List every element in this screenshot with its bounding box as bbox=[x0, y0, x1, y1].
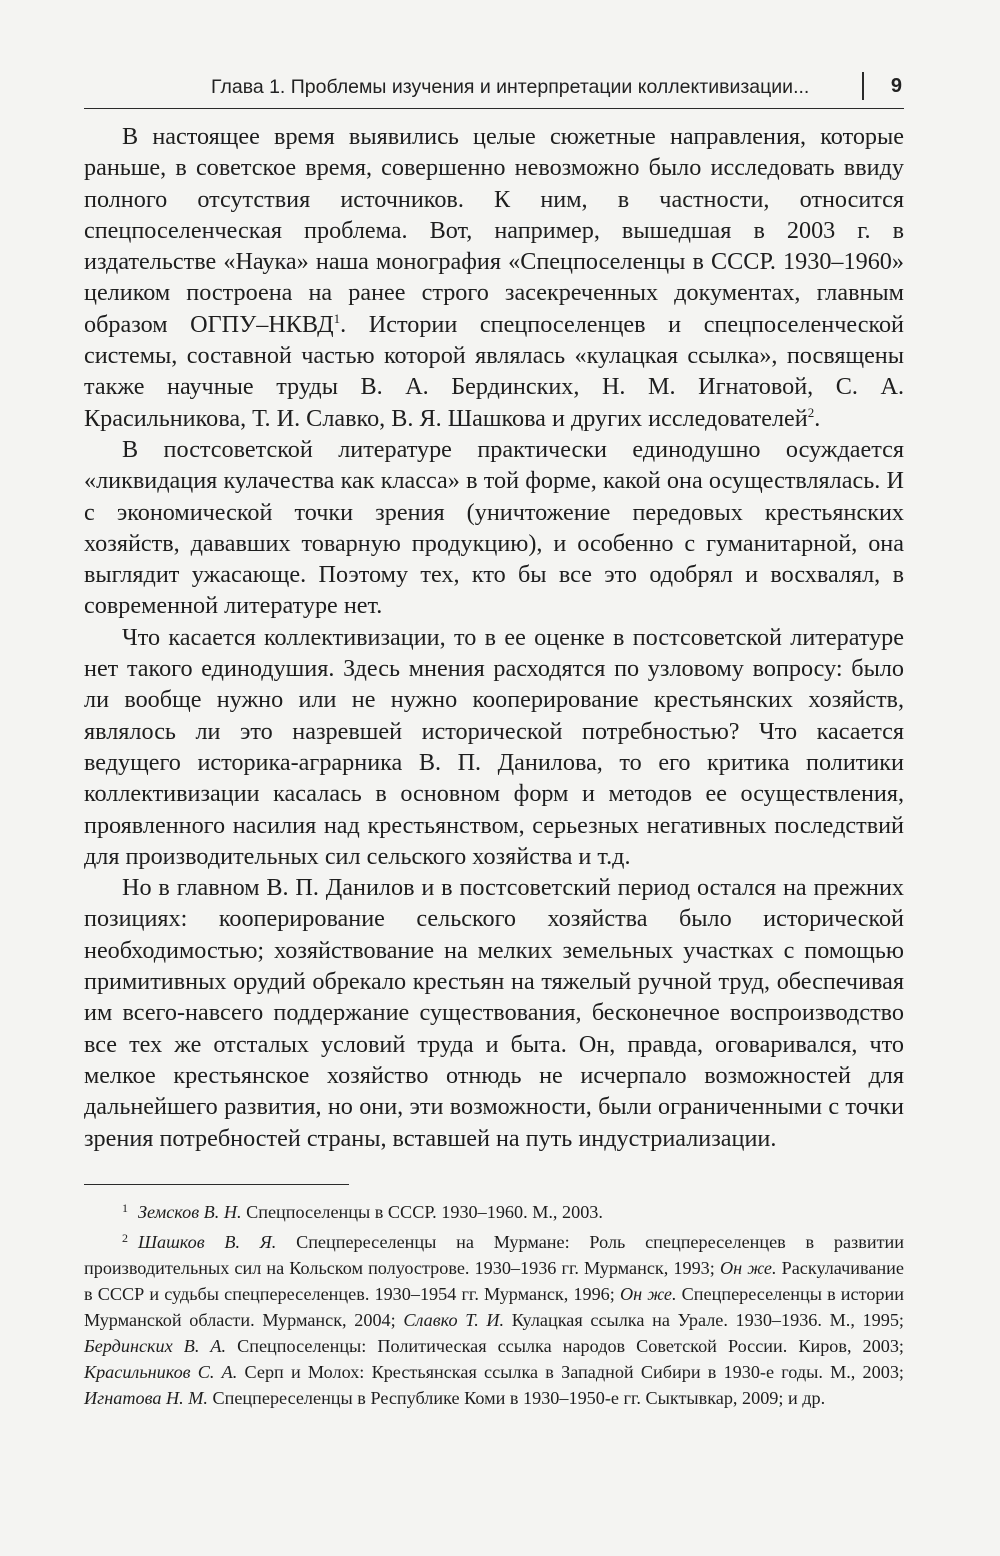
header-separator bbox=[862, 72, 864, 100]
footnote-2-author-7: Игнатова Н. М. bbox=[84, 1387, 208, 1408]
footnote-2-text-1: Спецпереселенцы на Мурмане: Роль спецпереселенцев в развитии производительных сил на Кольском полуострове. 1930–1936 гг. Мурманск, 1993; bbox=[84, 1231, 904, 1278]
footnote-2 bbox=[84, 1229, 904, 1411]
paragraph-2: В постсоветской литературе практически единодушно осуждается «ликвидация кулачества как класса» в той форме, какой она осуществлялась. И с экономической точки зрения (уничтожение передовых крестьянских хозяйств, дававших товарную продукцию), и особенно с гуманитарной, она выглядит ужасающе. Поэтому тех, кто бы все это одобрял и восхвалял, в современной литературе нет. bbox=[84, 435, 904, 620]
footnote-1-text: Спецпоселенцы в СССР. 1930–1960. М., 2003. bbox=[241, 1201, 603, 1222]
paragraph-4: Но в главном В. П. Данилов и в постсоветский период остался на прежних позициях: кооперирование сельского хозяйства было исторической необходимостью; хозяйствование на мелких земельных участках с помощью примитивных орудий обрекало крестьян на тяжелый ручной труд, обеспечивая им всего-навсего поддержание существования, бесконечное воспроизводство все тех же отсталых условий труда и быта. Он, правда, оговаривался, что мелкое крестьянское хозяйство отнюдь не исчерпало возможностей для дальнейшего развития, но они, эти возможности, были ограниченными с точки зрения потребностей страны, вставшей на путь индустриализации. bbox=[84, 874, 904, 1152]
footnote-2-author-2: Он же. bbox=[719, 1257, 777, 1278]
footnote-2-text-7: Спецпереселенцы в Республике Коми в 1930–1950-е гг. Сыктывкар, 2009; и др. bbox=[207, 1387, 826, 1408]
book-page bbox=[84, 66, 904, 1411]
footnote-2-text-3: Спецпереселенцы в истории Мурманской области. Мурманск, 2004; bbox=[84, 1283, 904, 1330]
footnotes bbox=[84, 1199, 904, 1411]
footnote-2-author-6: Красильников С. А. bbox=[84, 1361, 238, 1382]
paragraph-1 bbox=[84, 121, 904, 434]
footnote-1-mark: 1 bbox=[122, 1200, 128, 1215]
footnote-2-author-4: Славко Т. И. bbox=[403, 1309, 505, 1330]
paragraph-3: Что касается коллективизации, то в ее оценке в постсоветской литературе нет такого единодушия. Здесь мнения расходятся по узловому вопросу: было ли вообще нужно или не нужно кооперирование крестьянских хозяйств, являлось ли это назревшей исторической потребностью? Что касается ведущего историка-аграрника В. П. Данилова, то его критика политики коллективизации касалась в основном форм и методов ее осуществления, проявленного насилия над крестьянством, серьезных негативных последствий для производительных сил сельского хозяйства и т.д. bbox=[84, 623, 904, 870]
footnote-2-text-5: Спецпоселенцы: Политическая ссылка народов Советской России. Киров, 2003; bbox=[226, 1335, 904, 1356]
page-number: 9 bbox=[890, 75, 902, 97]
footnote-ref-1: 1 bbox=[333, 310, 341, 326]
footnote-ref-2: 2 bbox=[807, 404, 815, 420]
footnote-2-author-1: Шашков В. Я. bbox=[138, 1231, 277, 1252]
main-text bbox=[84, 121, 904, 1154]
footnote-2-author-5: Бердинских В. А. bbox=[84, 1335, 227, 1356]
paragraph-1-part-1: В настоящее время выявились целые сюжетные направления, которые раньше, в советское время, совершенно невозможно было исследовать ввиду полного отсутствия источников. К ним, в частности, относится спецпоселенческая проблема. Вот, например, вышедшая в 2003 г. в издательстве «Наука» наша монография «Спецпоселенцы в СССР. 1930–1960» целиком построена на ранее строго засекреченных документах, главным образом ОГПУ–НКВД bbox=[84, 123, 904, 338]
footnote-2-text-6: Серп и Молох: Крестьянская ссылка в Западной Сибири в 1930-е годы. М., 2003; bbox=[237, 1361, 904, 1382]
footnote-2-text-2: Раскулачивание в СССР и судьбы спецпереселенцев. 1930–1954 гг. Мурманск, 1996; bbox=[84, 1257, 904, 1304]
paragraph-1-part-3: . bbox=[814, 404, 821, 432]
footnote-2-text-4: Кулацкая ссылка на Урале. 1930–1936. М., 1995; bbox=[504, 1309, 904, 1330]
footnote-divider bbox=[84, 1184, 349, 1185]
chapter-title: Глава 1. Проблемы изучения и интерпретации коллективизации... bbox=[211, 76, 810, 98]
running-head bbox=[84, 66, 904, 109]
footnote-2-mark: 2 bbox=[122, 1230, 128, 1245]
footnote-2-author-3: Он же. bbox=[619, 1283, 677, 1304]
footnote-1-author: Земсков В. Н. bbox=[138, 1201, 242, 1222]
paragraph-1-part-2: . Истории спецпоселенцев и спецпоселенческой системы, составной частью которой являлась «кулацкая ссылка», посвящены также научные труды В. А. Бердинских, Н. М. Игнатовой, С. А. Красильникова, Т. И. Славко, В. Я. Шашкова и других исследователей bbox=[84, 310, 905, 432]
footnote-1 bbox=[84, 1199, 904, 1225]
